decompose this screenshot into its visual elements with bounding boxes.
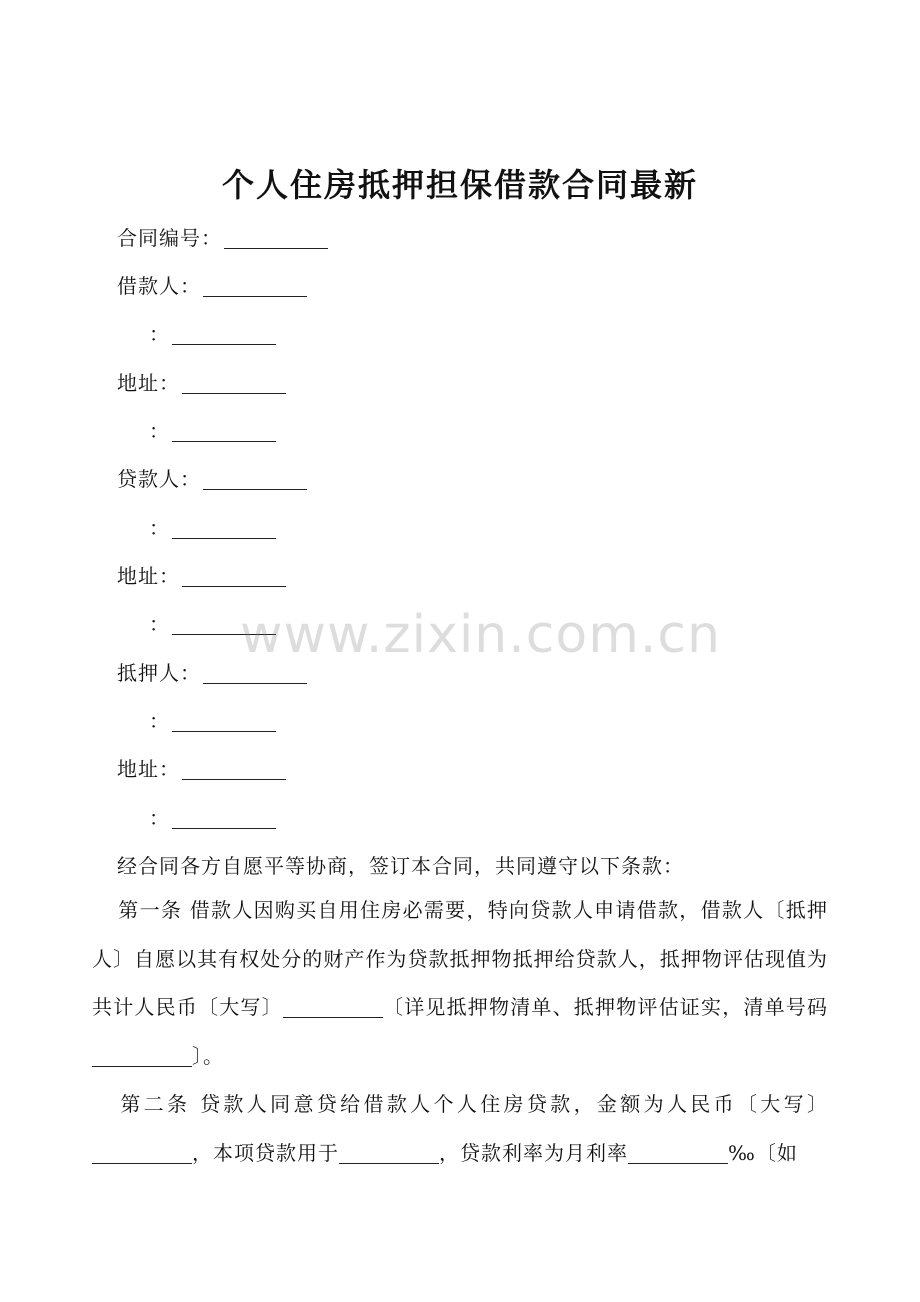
article-2-text-4: ‰〔如 <box>728 1140 798 1165</box>
fill-blank <box>172 324 276 345</box>
field-borrower <box>117 270 307 299</box>
fill-blank <box>172 421 276 442</box>
field-label: ： <box>149 709 170 733</box>
field-label: ： <box>149 419 170 443</box>
field-label: 贷款人： <box>117 467 201 491</box>
field-label: ： <box>149 806 170 830</box>
field-label: 抵押人： <box>117 661 201 685</box>
fill-blank <box>92 1143 192 1164</box>
field-label: 合同编号： <box>117 226 222 250</box>
fill-blank <box>182 373 286 394</box>
field-label: 地址： <box>117 757 180 781</box>
fill-blank <box>92 1046 192 1067</box>
article-2-text: 第二条 贷款人同意贷给借款人个人住房贷款，金额为人民币〔大写〕 <box>118 1092 828 1116</box>
watermark: www.zixin.com.cn <box>240 605 721 665</box>
fill-blank <box>224 228 328 249</box>
fill-blank <box>203 469 307 490</box>
field-mortgagor-address <box>117 753 286 782</box>
document-title: 个人住房抵押担保借款合同最新 <box>221 166 698 204</box>
article-1-text-2: 〔详见抵押物清单、抵押物评估证实，清单号码 <box>382 995 829 1019</box>
fill-blank <box>172 808 276 829</box>
fill-blank <box>203 663 307 684</box>
fill-blank <box>628 1143 728 1164</box>
fill-blank <box>182 759 286 780</box>
fill-blank <box>283 997 383 1018</box>
fill-blank <box>182 566 286 587</box>
field-label: 地址： <box>117 564 180 588</box>
article-1-text-3: 〕。 <box>192 1043 224 1068</box>
fill-blank <box>339 1143 439 1164</box>
fill-blank <box>172 518 276 539</box>
article-2 <box>92 1080 828 1177</box>
intro-paragraph: 经合同各方自愿平等协商，签订本合同，共同遵守以下条款： <box>117 854 684 878</box>
field-label: ： <box>149 612 170 636</box>
article-1 <box>92 886 828 1080</box>
fill-blank <box>172 711 276 732</box>
field-label: ： <box>149 516 170 540</box>
fill-blank <box>203 276 307 297</box>
field-lender-address <box>117 560 286 589</box>
article-2-text-2: ，本项贷款用于 <box>192 1140 339 1165</box>
field-borrower-address <box>117 367 286 396</box>
field-borrower-address-extra <box>149 415 276 444</box>
field-mortgagor-address-extra <box>149 802 276 831</box>
field-label: ： <box>149 322 170 346</box>
field-contract-number <box>117 222 328 251</box>
field-label: 地址： <box>117 371 180 395</box>
article-1-text: 第一条 借款人因购买自用住房必需要，特向贷款人申请借款，借款人〔抵押人〕自愿以其有权处分的财产作为贷款抵押物抵押给贷款人，抵押物评估现值为共计人民币〔大写〕 <box>92 898 828 1019</box>
article-2-text-3: ，贷款利率为月利率 <box>439 1140 628 1165</box>
field-label: 借款人： <box>117 274 201 298</box>
field-lender-extra <box>149 512 276 541</box>
field-mortgagor-extra <box>149 705 276 734</box>
field-borrower-extra <box>149 318 276 347</box>
field-lender <box>117 463 307 492</box>
